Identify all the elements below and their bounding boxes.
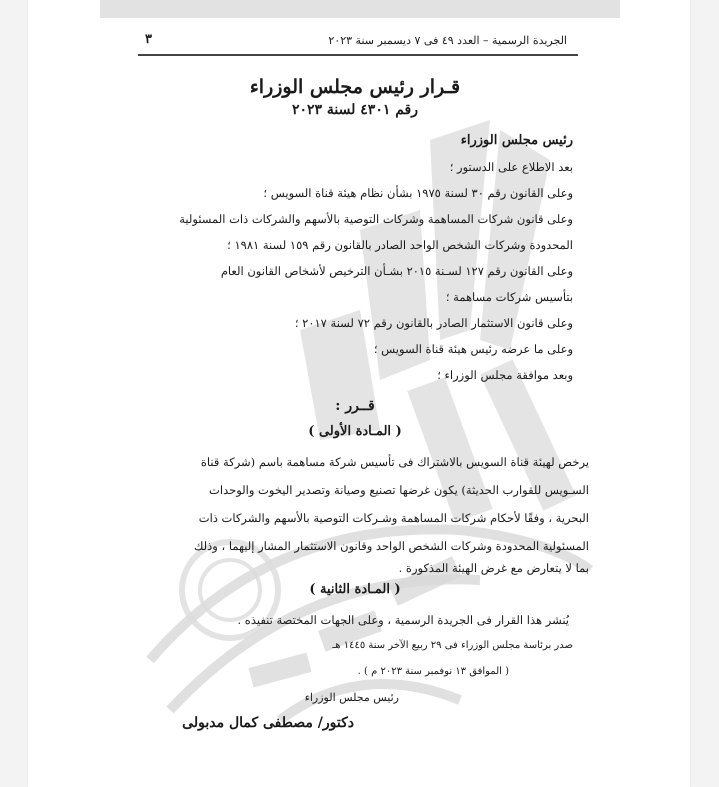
decree-issuer: رئيس مجلس الوزراء [460, 133, 573, 148]
preamble-line: وعلى القانون رقم ٣٠ لسنة ١٩٧٥ بشأن نظام هيئة قناة السويس ؛ [263, 186, 573, 200]
page-number: ٣ [145, 32, 152, 47]
preamble-line: وعلى ما عرضه رئيس هيئة قناة السويس ؛ [373, 342, 573, 356]
preamble-line: بتأسيس شركات مساهمة ؛ [445, 290, 573, 304]
page-header [135, 30, 577, 54]
decree-title: قـرار رئيس مجلس الوزراء [249, 76, 461, 98]
decided-heading: قــرر : [335, 398, 375, 414]
issued-line-1: صدر برئاسة مجلس الوزراء فى ٢٩ ربيع الآخر سنة ١٤٤٥ هـ [332, 640, 573, 651]
preamble-line: وبعد موافقة مجلس الوزراء ؛ [437, 368, 573, 382]
issued-line-2: ( الموافق ١٣ نوفمبر سنة ٢٠٢٣ م ) . [357, 666, 509, 677]
preamble-line: وعلى قانون الاستثمار الصادر بالقانون رقم ٧٢ لسنة ٢٠١٧ ؛ [294, 316, 573, 330]
gazette-header-title: الجريدة الرسمية – العدد ٤٩ فى ٧ ديسمبر سنة ٢٠٢٣ [328, 34, 567, 47]
article-1-title: ( المـادة الأولى ) [308, 424, 402, 439]
preamble-line: وعلى القانون رقم ١٢٧ لسـنة ٢٠١٥ بشـأن الترخيص لأشخاص القانون العام [220, 264, 573, 278]
article-1-line: البحرية ، وفقًا لأحكام شركات المساهمة وشـركات التوصية بالأسهم والشركات ذات [198, 511, 589, 525]
article-2-title: ( المـادة الثانية ) [309, 582, 401, 597]
signature-title: رئيس مجلس الوزراء [304, 691, 399, 704]
article-1-line: بما لا يتعارض مع غرض الهيئة المذكورة . [398, 561, 589, 575]
top-scroll-band [100, 0, 620, 18]
header-rule [138, 54, 578, 56]
decree-number: رقم ٤٣٠١ لسنة ٢٠٢٣ [291, 102, 419, 118]
signature-name: دكتور/ مصطفى كمال مدبولى [182, 715, 354, 731]
preamble-line: المحدودة وشركات الشخص الواحد الصادر بالقانون رقم ١٥٩ لسنة ١٩٨١ ؛ [227, 238, 573, 252]
article-1-line: المسئولية المحدودة وشركات الشخص الواحد وقانون الاستثمار المشار إليهما ، وذلك [193, 539, 589, 553]
article-2-text: يُنشر هذا القرار فى الجريدة الرسمية ، وعلى الجهات المختصة تنفيذه . [237, 613, 569, 627]
preamble-line: بعد الاطلاع على الدستور ؛ [449, 160, 573, 174]
article-1-line: يرخص لهيئة قناة السويس بالاشتراك فى تأسيس شركة مساهمة باسم (شركة قناة [200, 455, 589, 469]
article-1-line: السـويس للقوارب الحديثة) يكون غرضها تصنيع وصيانة وتصدير اليخوت والوحدات [209, 483, 589, 497]
preamble-line: وعلى قانون شركات المساهمة وشركات التوصية بالأسهم والشركات ذات المسئولية [179, 212, 573, 226]
